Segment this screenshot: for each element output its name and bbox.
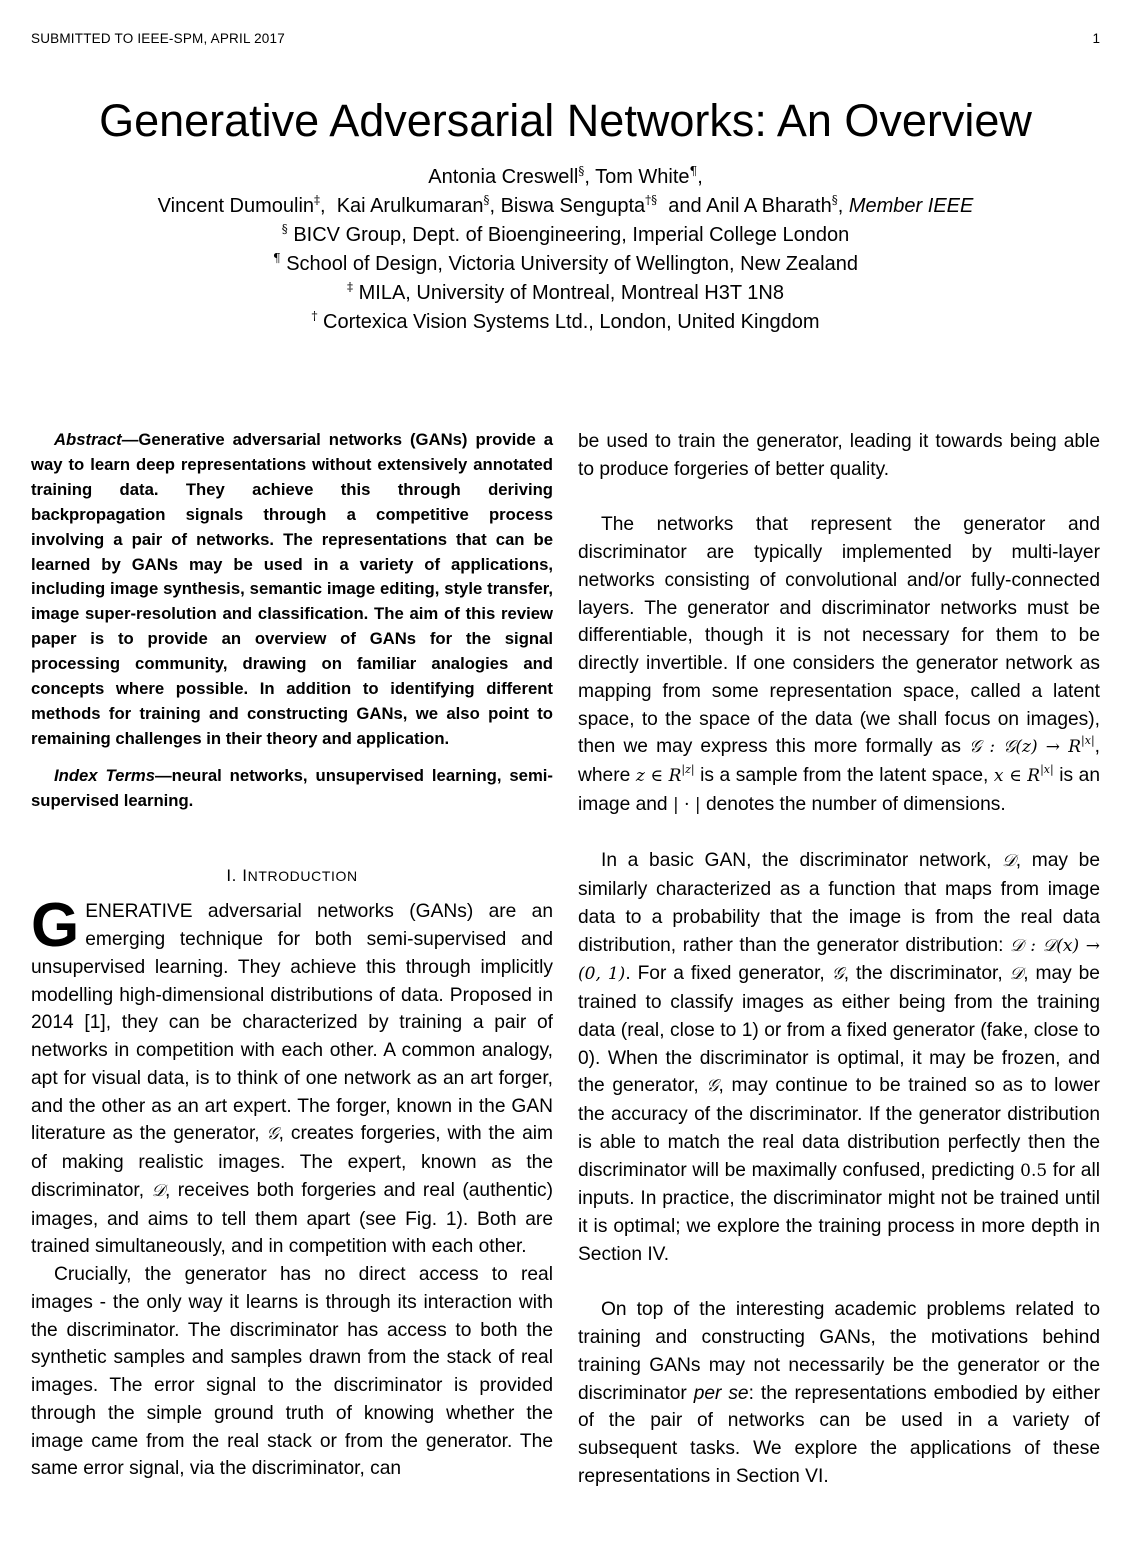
paragraph-basic-gan: In a basic GAN, the discriminator network, 𝒟, may be similarly characterized as a function that maps from image data to a probability that the image is from the real data distribution, rather than the generator distribution: 𝒟 : 𝒟(x) → (0, 1). For a fixed generator, 𝒢, the discriminator, 𝒟, may be trained to classify images as either being from the training data (real, close to 1) or from a fixed generator (fake, close to 0). When the discriminator is optimal, it may be frozen, and the generator, 𝒢, may continue to be trained so as to lower the accuracy of the discriminator. If the generator distribution is able to match the real data distribution perfectly then the discriminator will be maximally confused, predicting 0.5 for all inputs. In practice, the discriminator might not be trained until it is optimal; we explore the training process in more depth in Section IV. <box>578 850 1100 1265</box>
paragraph-gap <box>578 820 1100 848</box>
author-name: and Anil A Bharath <box>668 195 832 217</box>
affiliation-line <box>0 250 1131 279</box>
affiliation-mark: ¶ <box>273 251 281 265</box>
paragraph-gap <box>578 484 1100 512</box>
abstract-text: —Generative adversarial networks (GANs) provide a way to learn deep representations without extensively annotated training data. They achieve this through deriving backpropagation signals through a competitive process involving a pair of networks. The representations that can be learned by GANs may be used in a variety of applications, including image synthesis, semantic image editing, style transfer, image super-resolution and classification. The aim of this review paper is to provide an overview of GANs for the signal processing community, drawing on familiar analogies and concepts where possible. In addition to identifying different methods for training and constructing GANs, we also point to remaining challenges in their theory and application. <box>31 430 553 748</box>
index-terms-label: Index Terms <box>54 765 155 785</box>
affiliation-text: School of Design, Victoria University of Wellington, New Zealand <box>286 253 858 275</box>
paragraph-motivations: On top of the interesting academic problems related to training and constructing GANs, the motivations behind training GANs may not necessarily be the generator or the discriminator per se: the representations embodied by either of the pair of networks can be used in a variety of subsequent tasks. We explore the applications of these representations in Section VI. <box>578 1299 1100 1487</box>
author-line-2: Vincent Dumoulin‡, Kai Arulkumaran§, Biswa Sengupta†§ and Anil A Bharath§, Member IEEE <box>157 193 974 217</box>
affiliation-mark: ‡ <box>314 193 321 207</box>
affiliation-mark: † <box>311 309 318 323</box>
math-value: 0.5 <box>1020 1160 1048 1181</box>
math-discriminator: 𝒟 <box>1009 964 1024 985</box>
author-name: Biswa Sengupta <box>500 195 646 217</box>
math-latent: z ∈ $R^{|z|}$ <box>635 763 695 786</box>
affiliation-text: BICV Group, Dept. of Bioengineering, Imperial College London <box>293 224 850 246</box>
abstract-label: Abstract <box>54 430 122 449</box>
emphasis: per se <box>693 1382 749 1404</box>
intro-paragraph-1: GENERATIVE adversarial networks (GANs) are an emerging technique for both semi-supervised and unsupervised learning. They achieve this through implicitly modelling high-dimensional distributions of data. Proposed in 2014 [1], they can be characterized by training a pair of networks in competition with each other. A common analogy, apt for visual data, is to think of one network as an art forger, and the other as an art expert. The forger, known in the GAN literature as the generator, 𝒢, creates forgeries, with the aim of making realistic images. The expert, known as the discriminator, 𝒟, receives both forgeries and real (authentic) images, and aims to tell them apart (see Fig. 1). Both are trained simultaneously, and in competition with each other. <box>31 891 554 1258</box>
affiliation-mark: § <box>281 222 288 236</box>
affiliation-text: Cortexica Vision Systems Ltd., London, United Kingdom <box>323 311 820 333</box>
author-name: Antonia Creswell <box>428 166 579 188</box>
author-name: Tom White <box>595 166 690 188</box>
author-name: Vincent Dumoulin <box>157 195 315 217</box>
paragraph-gap <box>578 1269 1100 1297</box>
math-discriminator: 𝒟 <box>1002 851 1016 872</box>
separator: , <box>697 166 703 188</box>
left-column <box>31 428 553 1483</box>
section-heading-introduction: I. INTRODUCTION <box>226 865 358 885</box>
paper-title: Generative Adversarial Networks: An Overview <box>99 95 1032 146</box>
math-generator-mapping: 𝒢 : 𝒢(z) → $R^{|x|}$ <box>969 734 1095 758</box>
affiliation-line <box>0 308 1131 337</box>
paragraph-networks: The networks that represent the generator and discriminator are typically implemented by multi-layer networks consisting of convolutional and/or fully-connected layers. The generator and discriminator networks must be differentiable, though it is not necessary for them to be directly invertible. If one considers the generator network as mapping from some representation space, called a latent space, to the space of the data (we shall focus on images), then we may express this more formally as 𝒢 : 𝒢(z) → $R^{|x|}$, where z ∈ $R^{|z|}$ is a sample from the latent space, x ∈ $R^{|x|}$ is an image and | · | denotes the number of dimensions. <box>578 514 1101 815</box>
math-generator: 𝒢 <box>706 1076 719 1097</box>
affiliation-mark: § <box>831 193 838 207</box>
running-header: SUBMITTED TO IEEE-SPM, APRIL 2017 <box>31 31 285 46</box>
index-terms-text: —neural networks, unsupervised learning, semi-supervised learning. <box>31 765 553 810</box>
affiliation-mark: †§ <box>645 193 658 207</box>
author-name: Kai Arulkumaran <box>336 195 484 217</box>
page-number: 1 <box>1092 31 1100 46</box>
member-designation: Member IEEE <box>848 195 974 217</box>
affiliation-mark: ‡ <box>347 280 354 294</box>
drop-cap: G <box>31 891 80 961</box>
math-discriminator-mapping: 𝒟 : 𝒟(x) → (0, 1) <box>578 935 1100 985</box>
abstract <box>31 428 553 752</box>
math-generator: 𝒢 <box>831 964 844 985</box>
affiliation-line <box>0 221 1131 250</box>
affiliation-line <box>0 279 1131 308</box>
paragraph-continued: be used to train the generator, leading it towards being able to produce forgeries of better quality. <box>578 431 1100 480</box>
math-discriminator: 𝒟 <box>151 1180 166 1201</box>
math-generator: 𝒢 <box>266 1124 279 1145</box>
separator: , <box>584 166 596 188</box>
affiliation-mark: § <box>578 164 585 178</box>
math-cardinality: | · | <box>672 794 701 815</box>
intro-paragraph-2: Crucially, the generator has no direct access to real images - the only way it learns is through its interaction with the discriminator. The discriminator has access to both the synthetic samples and samples drawn from the stack of real images. The error signal to the discriminator is provided through the simple ground truth of knowing whether the image came from the real stack or from the generator. The same error signal, via the discriminator, can <box>31 1264 553 1480</box>
author-block <box>0 163 1131 337</box>
affiliation-mark: § <box>483 193 490 207</box>
index-terms <box>31 764 553 814</box>
math-image: x ∈ $R^{|x|}$ <box>993 763 1054 786</box>
affiliation-text: MILA, University of Montreal, Montreal H3T 1N8 <box>358 282 784 304</box>
author-line-1 <box>0 163 1131 192</box>
affiliation-mark: ¶ <box>689 164 698 178</box>
right-column <box>578 428 1100 1491</box>
